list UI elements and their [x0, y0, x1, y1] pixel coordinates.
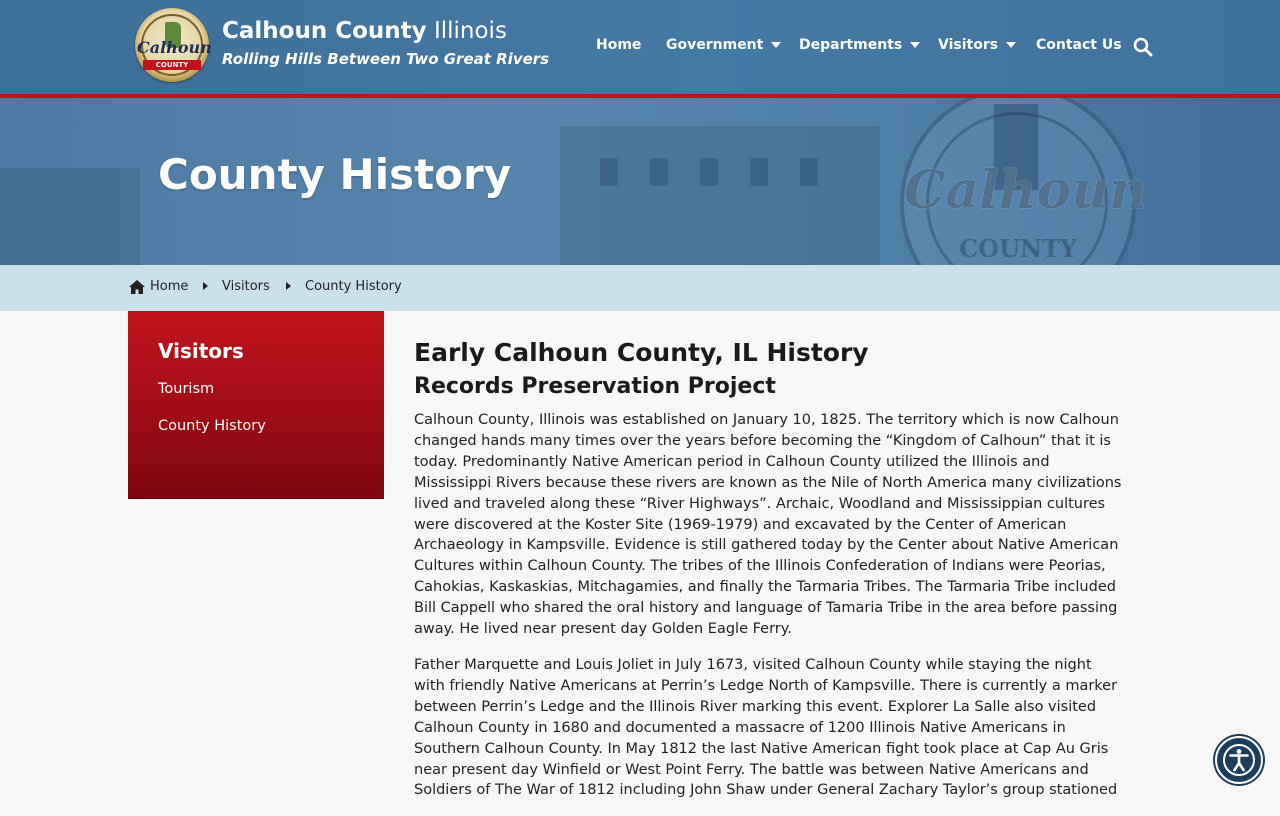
history-paragraph: Father Marquette and Louis Joliet in July 1673, visited Calhoun County while staying the night with friendly Native Americans at Perrin’s Ledge North of Kampsville. There is currently a marker between Perrin’s Ledge and the Illinois River marking this event. Explorer La Salle also visited Calhoun County in 1680 and documented a massacre of 1200 Illinois Native Americans in Southern Calhoun County. In May 1812 the last Native American fight took place at Cap Au Gris near present day Winfield or West Point Ferry. The battle was between Native Americans and Soldiers of The War of 1812 including John Shaw under General Zachary Taylor’s group stationed — [414, 656, 1118, 799]
banner-window — [700, 158, 718, 186]
chevron-down-icon — [910, 42, 920, 48]
logo-ribbon: COUNTY — [143, 60, 201, 70]
chevron-right-icon — [203, 282, 208, 290]
nav-government[interactable] — [666, 37, 781, 53]
sidebar-item-tourism[interactable]: Tourism — [158, 381, 215, 397]
nav-contact-us[interactable] — [1036, 37, 1122, 53]
nav-visitors[interactable] — [938, 37, 1016, 53]
content-subheading: Records Preservation Project — [414, 374, 776, 399]
nav-departments-label: Departments — [799, 37, 903, 53]
chevron-down-icon — [1006, 42, 1016, 48]
accessibility-button[interactable] — [1215, 736, 1263, 784]
accessibility-icon — [1217, 738, 1261, 782]
site-header — [0, 0, 1280, 94]
breadcrumb-visitors[interactable]: Visitors — [222, 279, 270, 294]
logo-script-text: Calhoun — [137, 38, 212, 57]
site-tagline: Rolling Hills Between Two Great Rivers — [222, 50, 550, 68]
seal-script-text: Calhoun — [904, 160, 1147, 221]
seal-county-text: COUNTY — [959, 234, 1077, 263]
banner-house — [0, 168, 140, 265]
nav-departments[interactable] — [799, 37, 920, 53]
banner-seal-watermark — [900, 98, 1147, 265]
main-content — [414, 336, 1126, 816]
sidebar-title: Visitors — [158, 339, 244, 363]
site-title-light: Illinois — [426, 18, 507, 44]
site-title-bold: Calhoun County — [222, 18, 427, 44]
history-paragraph: Calhoun County, Illinois was established on January 10, 1825. The territory which is now Calhoun changed hands many times over the years before becoming the “Kingdom of Calhoun” that it is today. Predominantly Native American period in Calhoun County utilized the Illinois and Mississippi Rivers because these rivers are known as the Nile of North America many civilizations lived and traveled along these “River Highways”. Archaic, Woodland and Mississippian cultures were discovered at the Koster Site (1969-1979) and excavated by the Center of American Archaeology in Kampsville. Evidence is still gathered today by the Center about Native American Cultures within Calhoun County. The tribes of the Illinois Confederation of Indians were Peorias, Cahokias, Kaskaskias, Mitchagamies, and finally the Tarmaria Tribes. The Tarmaria Tribe included Bill Cappell who shared the oral history and language of Tamaria Tribe in the area before passing away. He lived near present day Golden Eagle Ferry. — [414, 412, 1122, 638]
banner-window — [800, 158, 818, 186]
sidebar-nav — [128, 311, 384, 499]
chevron-down-icon — [771, 42, 781, 48]
chevron-right-icon — [286, 282, 291, 290]
page-title: County History — [158, 150, 512, 199]
nav-government-label: Government — [666, 37, 764, 53]
banner-window — [650, 158, 668, 186]
banner-building — [560, 126, 880, 265]
banner-window — [600, 158, 618, 186]
nav-home-label: Home — [596, 37, 642, 53]
search-icon[interactable] — [1133, 37, 1153, 57]
nav-contact-label: Contact Us — [1036, 37, 1122, 53]
breadcrumb — [0, 265, 1280, 311]
home-icon[interactable] — [128, 279, 146, 295]
content-heading: Early Calhoun County, IL History — [414, 338, 869, 367]
sidebar-item-county-history[interactable]: County History — [158, 418, 266, 434]
county-seal-logo[interactable] — [135, 8, 212, 82]
nav-visitors-label: Visitors — [938, 37, 999, 53]
banner-window — [750, 158, 768, 186]
breadcrumb-current: County History — [305, 279, 402, 294]
nav-home[interactable] — [596, 37, 641, 53]
breadcrumb-home[interactable]: Home — [150, 279, 189, 294]
site-title[interactable] — [222, 18, 507, 44]
